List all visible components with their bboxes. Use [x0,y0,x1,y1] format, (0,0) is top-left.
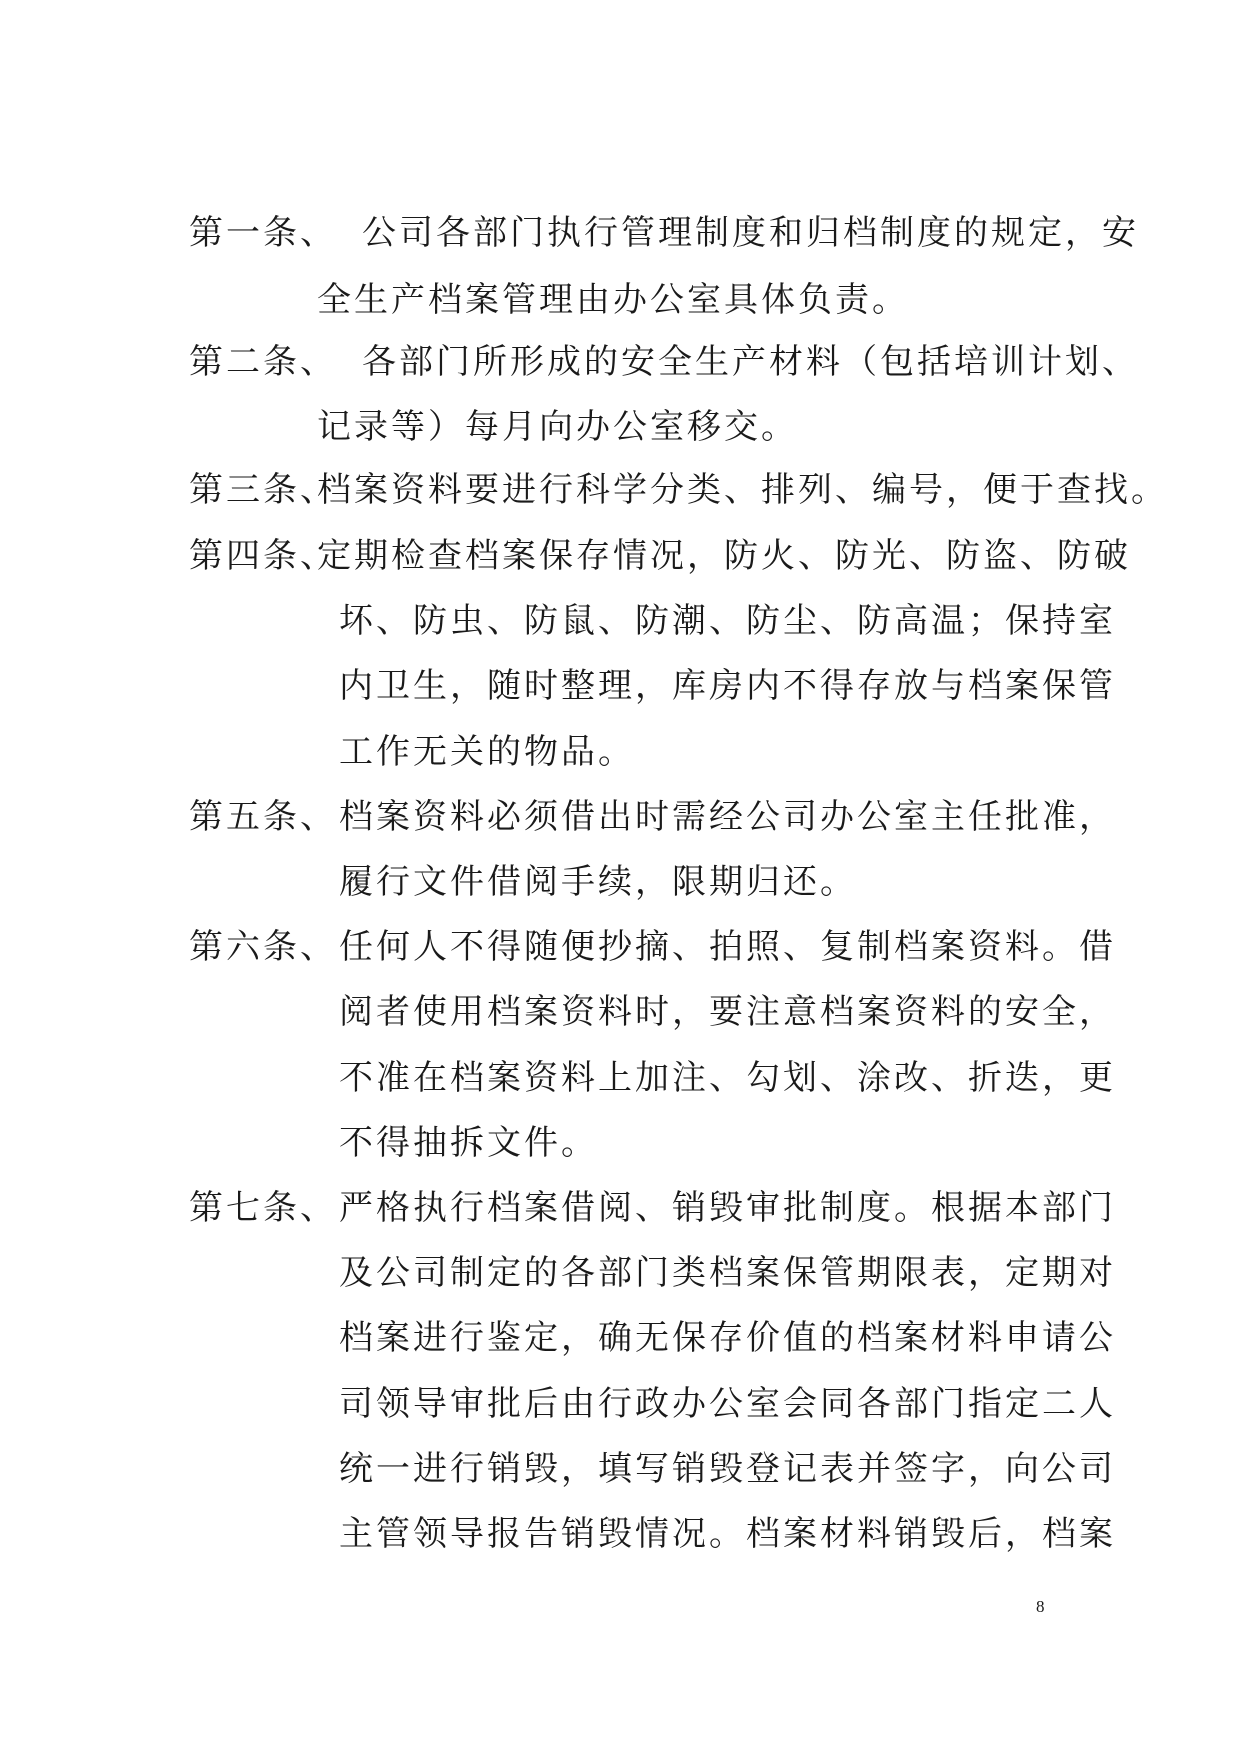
article-4-line-4: 工作无关的物品。 [339,732,635,772]
article-4-line-3: 内卫生，随时整理，库房内不得存放与档案保管 [339,666,1116,706]
article-7-heading: 第七条、 [189,1188,337,1228]
article-4-line-1: 定期检查档案保存情况，防火、防光、防盗、防破 [317,536,1131,576]
article-2-line-1: 各部门所形成的安全生产材料（包括培训计划、 [362,342,1139,382]
article-5-line-2: 履行文件借阅手续，限期归还。 [339,862,857,902]
article-7-line-2: 及公司制定的各部门类档案保管期限表，定期对 [339,1253,1116,1293]
article-1-heading: 第一条、 [189,213,337,253]
article-4-line-2: 坏、防虫、防鼠、防潮、防尘、防高温；保持室 [339,601,1116,641]
article-3-line-1: 档案资料要进行科学分类、排列、编号，便于查找。 [317,470,1168,510]
article-7-line-1: 严格执行档案借阅、销毁审批制度。根据本部门 [339,1188,1116,1228]
article-6-heading: 第六条、 [189,927,337,967]
article-7-line-6: 主管领导报告销毁情况。档案材料销毁后，档案 [339,1514,1116,1554]
article-1-line-2: 全生产档案管理由办公室具体负责。 [317,280,909,320]
article-6-line-1: 任何人不得随便抄摘、拍照、复制档案资料。借 [339,927,1116,967]
article-6-line-2: 阅者使用档案资料时，要注意档案资料的安全， [339,992,1116,1032]
article-2-heading: 第二条、 [189,342,337,382]
article-2-line-2: 记录等）每月向办公室移交。 [317,407,798,447]
article-7-line-3: 档案进行鉴定，确无保存价值的档案材料申请公 [339,1318,1116,1358]
article-5-heading: 第五条、 [189,797,337,837]
article-1-line-1: 公司各部门执行管理制度和归档制度的规定，安 [362,213,1139,253]
article-4-heading: 第四条、 [189,536,337,576]
article-3-heading: 第三条、 [189,470,337,510]
article-7-line-4: 司领导审批后由行政办公室会同各部门指定二人 [339,1384,1116,1424]
article-6-line-3: 不准在档案资料上加注、勾划、涂改、折迭，更 [339,1058,1116,1098]
article-6-line-4: 不得抽拆文件。 [339,1123,598,1163]
article-7-line-5: 统一进行销毁，填写销毁登记表并签字，向公司 [339,1449,1116,1489]
page-number: 8 [1036,1597,1045,1616]
article-5-line-1: 档案资料必须借出时需经公司办公室主任批准， [339,797,1116,837]
